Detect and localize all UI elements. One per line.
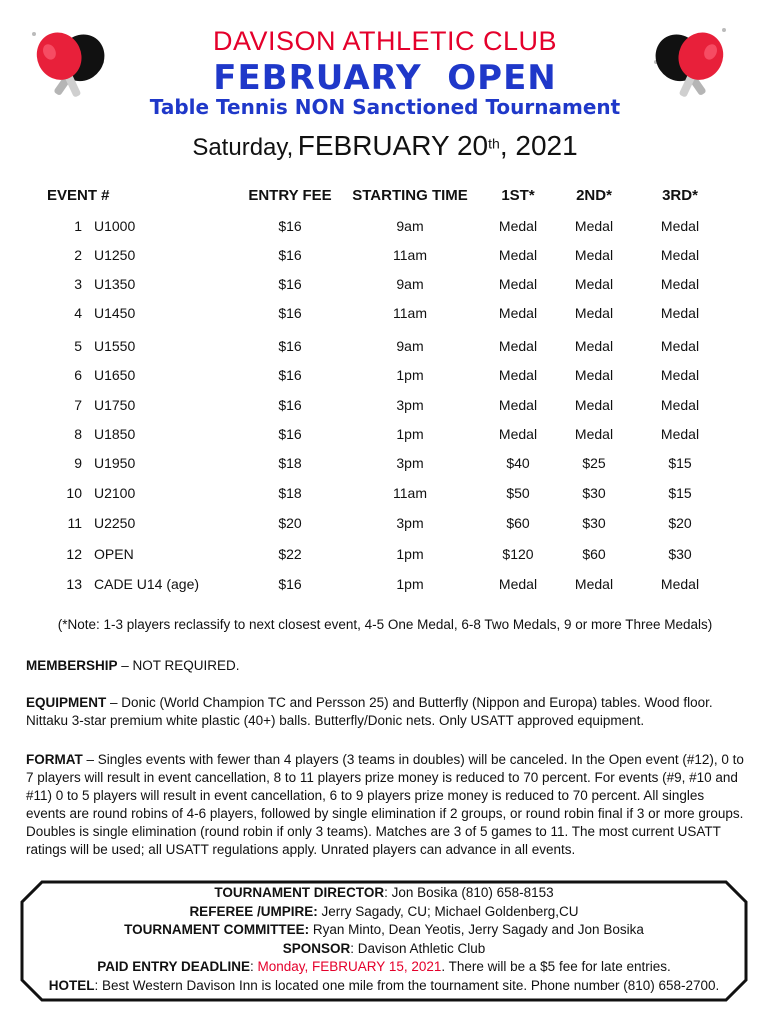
event-name: U1250 <box>94 247 136 263</box>
start-time: 1pm <box>396 426 424 442</box>
event-name: U2100 <box>94 485 136 501</box>
equipment-text: – Donic (World Champion TC and Persson 25) and Butterfly (Nippon and Europa) tables. Wood floor. Nittaku 3-star premium white plastic (40+) balls. Butterfly/Donic nets. Only USATT approved equipment. <box>26 695 713 728</box>
first-prize: Medal <box>498 247 538 263</box>
event-name: U1000 <box>94 218 136 234</box>
format-label: FORMAT <box>26 752 83 767</box>
second-prize: Medal <box>574 426 614 442</box>
event-number: 5 <box>74 338 82 354</box>
date-main: FEBRUARY 20 <box>297 130 489 161</box>
entry-fee: $16 <box>278 576 302 592</box>
start-time: 11am <box>393 247 427 263</box>
second-prize: Medal <box>574 305 614 321</box>
header-starting-time: STARTING TIME <box>352 187 468 204</box>
third-prize: $30 <box>668 546 692 562</box>
referee-line <box>20 903 748 922</box>
entry-fee: $18 <box>278 455 302 471</box>
second-prize: Medal <box>574 276 614 292</box>
membership-paragraph <box>26 657 746 675</box>
first-prize: $40 <box>506 455 530 471</box>
first-prize: Medal <box>498 276 538 292</box>
start-time: 1pm <box>396 576 424 592</box>
equipment-label: EQUIPMENT <box>26 695 107 710</box>
date-suffix: th <box>488 135 500 152</box>
start-time: 9am <box>396 338 424 354</box>
event-title: FEBRUARY OPEN <box>213 58 557 98</box>
entry-fee: $16 <box>278 218 302 234</box>
membership-label: MEMBERSHIP <box>26 658 118 673</box>
event-number: 1 <box>74 218 82 234</box>
second-prize: $30 <box>582 485 606 501</box>
event-name: U1750 <box>94 397 136 413</box>
entry-fee: $16 <box>278 338 302 354</box>
director-line <box>20 884 748 903</box>
start-time: 3pm <box>396 455 424 471</box>
hotel-text: : Best Western Davison Inn is located one mile from the tournament site. Phone number (810) 658-2700. <box>94 977 720 993</box>
third-prize: $15 <box>668 455 692 471</box>
third-prize: Medal <box>660 338 700 354</box>
hotel-line <box>20 977 748 996</box>
event-name: OPEN <box>94 546 134 562</box>
third-prize: $15 <box>668 485 692 501</box>
event-number: 9 <box>74 455 82 471</box>
event-number: 6 <box>74 367 82 383</box>
event-number: 8 <box>74 426 82 442</box>
header-entry-fee: ENTRY FEE <box>248 187 332 204</box>
event-name: U1550 <box>94 338 136 354</box>
event-number: 10 <box>66 485 82 501</box>
format-paragraph <box>26 751 746 859</box>
event-number: 11 <box>67 515 82 531</box>
third-prize: Medal <box>660 247 700 263</box>
entry-fee: $22 <box>278 546 302 562</box>
start-time: 1pm <box>396 546 424 562</box>
second-prize: Medal <box>574 218 614 234</box>
first-prize: $50 <box>506 485 530 501</box>
sponsor-line <box>20 940 748 959</box>
entry-fee: $16 <box>278 426 302 442</box>
start-time: 3pm <box>396 515 424 531</box>
reclassify-note: (*Note: 1-3 players reclassify to next closest event, 4-5 One Medal, 6-8 Two Medals, 9 or more Three Medals) <box>57 617 713 632</box>
deadline-date: Monday, FEBRUARY 15, 2021 <box>257 959 442 974</box>
committee-line <box>20 921 748 940</box>
third-prize: Medal <box>660 218 700 234</box>
date-day: Saturday, <box>192 134 294 161</box>
event-name: U1350 <box>94 276 136 292</box>
start-time: 3pm <box>396 397 424 413</box>
event-number: 2 <box>74 247 82 263</box>
referee-label: REFEREE /UMPIRE: <box>189 903 318 919</box>
first-prize: $60 <box>506 515 530 531</box>
event-name: U1450 <box>94 305 136 321</box>
second-prize: Medal <box>574 576 614 592</box>
third-prize: Medal <box>660 367 700 383</box>
event-number: 12 <box>66 546 82 562</box>
third-prize: Medal <box>660 305 700 321</box>
director-label: TOURNAMENT DIRECTOR <box>214 885 385 900</box>
event-name: CADE U14 (age) <box>94 576 200 592</box>
event-name: U1950 <box>94 455 136 471</box>
format-text: – Singles events with fewer than 4 players (3 teams in doubles) will be canceled. In the Open event (#12), 0 to 7 players will result in event cancellation, 8 to 11 players prize money is reduced to 70 percent. For events (#9, #10 and #11) 0 to 5 players will result in event cancellation, 6 to 9 players prize money is reduced to 70 percent. All singles events are round robins of 4-6 players, followed by single elimination if 2 groups, or round robin final if 3 or more groups. Doubles is single elimination (round robin if only 3 teams). Matches are 3 of 5 games to 11. The most current USATT ratings will be used; all USATT regulations apply. Unrated players can advance in all events. <box>26 752 744 857</box>
entry-fee: $16 <box>278 367 302 383</box>
deadline-label: PAID ENTRY DEADLINE <box>97 959 250 974</box>
entry-fee: $20 <box>278 515 302 531</box>
start-time: 9am <box>396 276 424 292</box>
first-prize: Medal <box>498 426 538 442</box>
referee-text: Jerry Sagady, CU; Michael Goldenberg,CU <box>317 903 579 919</box>
third-prize: $20 <box>668 515 692 531</box>
entry-fee: $16 <box>278 305 302 321</box>
second-prize: $30 <box>582 515 606 531</box>
third-prize: Medal <box>660 397 700 413</box>
event-number: 4 <box>74 305 82 321</box>
committee-text: Ryan Minto, Dean Yeotis, Jerry Sagady and Jon Bosika <box>309 922 644 937</box>
event-number: 13 <box>66 576 82 592</box>
second-prize: Medal <box>574 247 614 263</box>
entry-fee: $16 <box>278 247 302 263</box>
first-prize: Medal <box>498 218 538 234</box>
event-name: U1850 <box>94 426 136 442</box>
first-prize: $120 <box>502 546 534 562</box>
club-name: DAVISON ATHLETIC CLUB <box>212 26 558 56</box>
header-third: 3RD* <box>662 187 698 204</box>
entry-fee: $16 <box>278 276 302 292</box>
header-first: 1ST* <box>501 187 535 204</box>
header-event: EVENT # <box>47 187 110 204</box>
event-subtitle: Table Tennis NON Sanctioned Tournament <box>149 95 621 119</box>
first-prize: Medal <box>498 576 538 592</box>
first-prize: Medal <box>498 397 538 413</box>
second-prize: Medal <box>574 397 614 413</box>
event-name: U2250 <box>94 515 136 531</box>
second-prize: $60 <box>582 546 606 562</box>
event-name: U1650 <box>94 367 136 383</box>
third-prize: Medal <box>660 276 700 292</box>
second-prize: $25 <box>582 455 606 471</box>
hotel-label: HOTEL <box>48 977 95 993</box>
entry-fee: $16 <box>278 397 302 413</box>
start-time: 11am <box>393 485 427 501</box>
deadline-colon: : <box>250 959 258 974</box>
director-text: : Jon Bosika (810) 658-8153 <box>384 885 554 900</box>
entry-fee: $18 <box>278 485 302 501</box>
committee-label: TOURNAMENT COMMITTEE: <box>124 922 310 937</box>
event-date <box>0 130 770 162</box>
deadline-text: . There will be a $5 fee for late entries. <box>441 959 671 974</box>
third-prize: Medal <box>660 426 700 442</box>
event-number: 3 <box>74 276 82 292</box>
date-year: , 2021 <box>499 130 578 161</box>
contact-info-box <box>20 880 748 1002</box>
sponsor-text: : Davison Athletic Club <box>350 940 486 956</box>
start-time: 1pm <box>396 367 424 383</box>
third-prize: Medal <box>660 576 700 592</box>
second-prize: Medal <box>574 367 614 383</box>
sponsor-label: SPONSOR <box>282 940 351 956</box>
first-prize: Medal <box>498 367 538 383</box>
start-time: 9am <box>396 218 424 234</box>
first-prize: Medal <box>498 338 538 354</box>
header-second: 2ND* <box>576 187 612 204</box>
membership-text: – NOT REQUIRED. <box>117 658 240 673</box>
equipment-paragraph <box>26 694 746 730</box>
deadline-line <box>20 958 748 977</box>
start-time: 11am <box>393 305 427 321</box>
event-number: 7 <box>74 397 82 413</box>
second-prize: Medal <box>574 338 614 354</box>
first-prize: Medal <box>498 305 538 321</box>
